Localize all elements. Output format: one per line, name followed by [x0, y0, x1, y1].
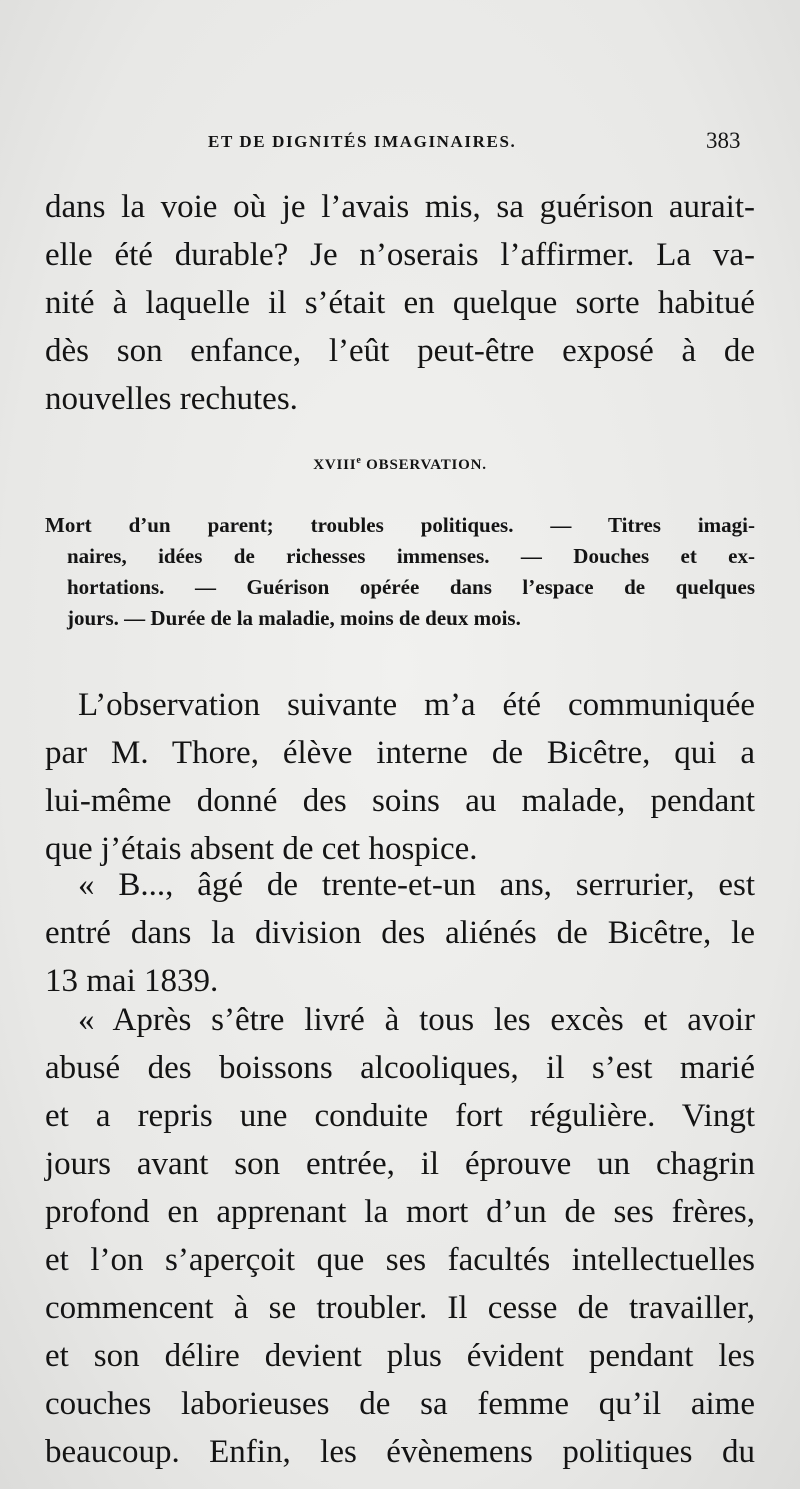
text-line: couches laborieuses de sa femme qu’il aime	[45, 1386, 755, 1422]
text-line: elle été durable? Je n’oserais l’affirmer. La va-	[45, 237, 755, 273]
observation-summary	[45, 510, 755, 634]
paragraph-continued	[45, 183, 755, 423]
summary-line: naires, idées de richesses immenses. — Douches et ex-	[67, 544, 755, 568]
text-line: et a repris une conduite fort régulière. Vingt	[45, 1098, 755, 1134]
paragraph-history	[45, 996, 755, 1476]
text-line: L’observation suivante m’a été communiquée	[78, 687, 755, 723]
text-line: et l’on s’aperçoit que ses facultés intellectuelles	[45, 1242, 755, 1278]
text-line: « B..., âgé de trente-et-un ans, serrurier, est	[78, 867, 755, 903]
observation-label: OBSERVATION.	[361, 457, 487, 473]
text-line: dans la voie où je l’avais mis, sa guérison aurait-	[45, 189, 755, 225]
text-line: profond en apprenant la mort d’un de ses frères,	[45, 1194, 755, 1230]
text-line: 13 mai 1839.	[45, 963, 219, 999]
observation-superscript: e	[356, 455, 362, 466]
observation-heading	[0, 455, 800, 474]
text-line: entré dans la division des aliénés de Bicêtre, le	[45, 915, 755, 951]
text-line: nité à laquelle il s’était en quelque sorte habitué	[45, 285, 755, 321]
text-line: dès son enfance, l’eût peut-être exposé à de	[45, 333, 755, 369]
text-line: « Après s’être livré à tous les excès et avoir	[78, 1002, 755, 1038]
text-line: et son délire devient plus évident pendant les	[45, 1338, 755, 1374]
summary-line: jours. — Durée de la maladie, moins de deux mois.	[67, 606, 521, 630]
page-header	[0, 128, 800, 158]
observation-numeral: XVIII	[313, 457, 357, 473]
running-head: ET DE DIGNITÉS IMAGINAIRES.	[208, 132, 517, 151]
paragraph-intro	[45, 681, 755, 873]
text-line: lui-même donné des soins au malade, pendant	[45, 783, 755, 819]
text-line: commencent à se troubler. Il cesse de travailler,	[45, 1290, 755, 1326]
summary-line: hortations. — Guérison opérée dans l’espace de quelques	[67, 575, 755, 599]
summary-line: Mort d’un parent; troubles politiques. — Titres imagi-	[45, 513, 755, 537]
text-line: que j’étais absent de cet hospice.	[45, 831, 478, 867]
page-number: 383	[706, 128, 741, 153]
text-line: abusé des boissons alcooliques, il s’est marié	[45, 1050, 755, 1086]
text-line: jours avant son entrée, il éprouve un chagrin	[45, 1146, 755, 1182]
text-line: nouvelles rechutes.	[45, 381, 298, 417]
text-line: beaucoup. Enfin, les évènemens politiques du	[45, 1434, 755, 1470]
paragraph-patient	[45, 861, 755, 1005]
text-line: par M. Thore, élève interne de Bicêtre, qui a	[45, 735, 755, 771]
